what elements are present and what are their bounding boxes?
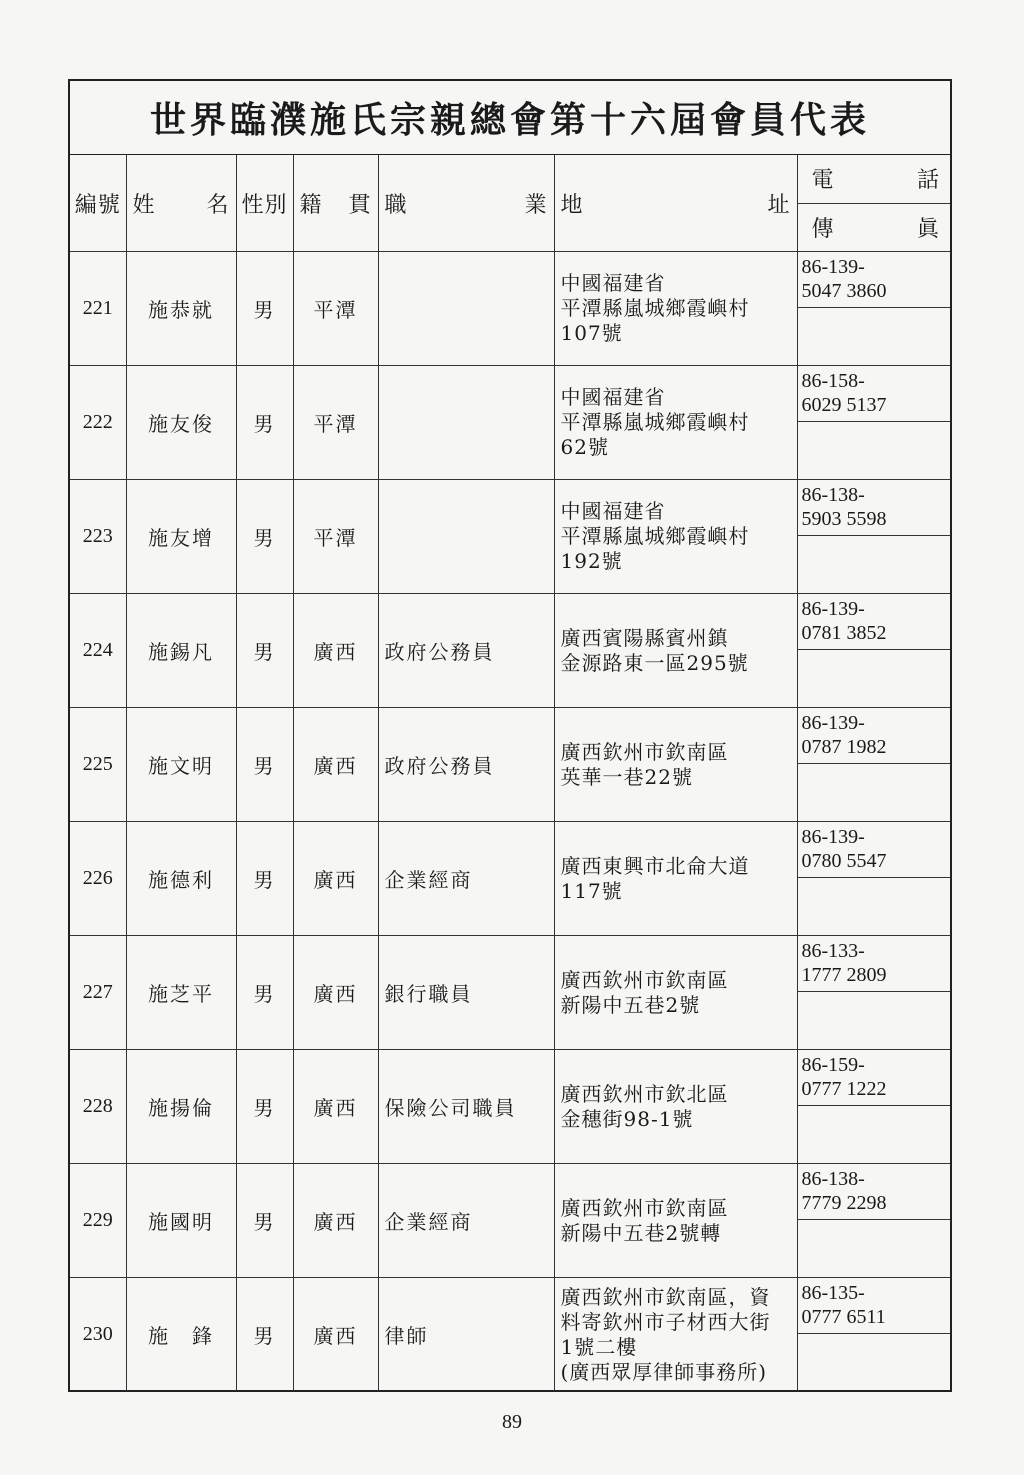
member-fax	[798, 992, 951, 1049]
member-occupation	[378, 366, 554, 480]
member-sex: 男	[236, 708, 293, 822]
member-address: 中國福建省 平潭縣嵐城鄉霞嶼村 192號	[554, 480, 797, 594]
member-address: 廣西欽州市欽南區，資 料寄欽州市子材西大街 1號二樓 (廣西眾厚律師事務所)	[554, 1278, 797, 1392]
member-phone: 86-139- 0787 1982	[798, 708, 951, 764]
member-fax	[798, 764, 951, 821]
header-num: 編號	[70, 155, 126, 252]
member-sex: 男	[236, 1050, 293, 1164]
table-row	[70, 594, 950, 708]
page-title: 世界臨濮施氏宗親總會第十六屆會員代表	[70, 81, 950, 155]
header-job: 職 業	[378, 155, 554, 252]
table-row	[70, 1278, 950, 1392]
header-fax: 傳 眞	[811, 216, 940, 242]
member-phone-fax	[797, 1050, 950, 1164]
member-sex: 男	[236, 252, 293, 366]
member-origin: 平潭	[293, 366, 378, 480]
member-origin: 平潭	[293, 252, 378, 366]
member-table	[70, 155, 950, 1391]
member-origin: 廣西	[293, 1050, 378, 1164]
table-row	[70, 822, 950, 936]
member-name: 施芝平	[126, 936, 236, 1050]
member-phone-fax	[797, 1164, 950, 1278]
member-number: 221	[70, 252, 126, 366]
member-name: 施文明	[126, 708, 236, 822]
member-number: 224	[70, 594, 126, 708]
table-row	[70, 252, 950, 366]
member-phone-fax	[797, 708, 950, 822]
member-phone-fax	[797, 1278, 950, 1392]
member-fax	[798, 422, 951, 479]
table-header	[70, 155, 950, 252]
member-address: 廣西欽州市欽北區 金穗街98-1號	[554, 1050, 797, 1164]
member-phone: 86-139- 0780 5547	[798, 822, 951, 878]
member-address: 廣西欽州市欽南區 英華一巷22號	[554, 708, 797, 822]
member-sex: 男	[236, 594, 293, 708]
member-phone: 86-158- 6029 5137	[798, 366, 951, 422]
member-origin: 廣西	[293, 1164, 378, 1278]
member-phone: 86-138- 5903 5598	[798, 480, 951, 536]
member-number: 229	[70, 1164, 126, 1278]
member-fax	[798, 536, 951, 593]
member-occupation: 政府公務員	[378, 708, 554, 822]
member-origin: 廣西	[293, 822, 378, 936]
member-phone-fax	[797, 936, 950, 1050]
member-name: 施錫凡	[126, 594, 236, 708]
table-row	[70, 1164, 950, 1278]
member-sex: 男	[236, 936, 293, 1050]
member-number: 230	[70, 1278, 126, 1392]
member-address: 廣西欽州市欽南區 新陽中五巷2號轉	[554, 1164, 797, 1278]
member-phone: 86-139- 0781 3852	[798, 594, 951, 650]
table-row	[70, 708, 950, 822]
member-phone-fax	[797, 366, 950, 480]
member-occupation: 企業經商	[378, 822, 554, 936]
member-name: 施恭就	[126, 252, 236, 366]
member-occupation: 律師	[378, 1278, 554, 1392]
header-name: 姓 名	[126, 155, 236, 252]
member-occupation	[378, 252, 554, 366]
member-name: 施友增	[126, 480, 236, 594]
table-row	[70, 366, 950, 480]
table-row	[70, 936, 950, 1050]
member-address: 廣西東興市北侖大道 117號	[554, 822, 797, 936]
member-address: 中國福建省 平潭縣嵐城鄉霞嶼村 62號	[554, 366, 797, 480]
member-number: 226	[70, 822, 126, 936]
member-number: 228	[70, 1050, 126, 1164]
member-phone: 86-138- 7779 2298	[798, 1164, 951, 1220]
member-occupation: 政府公務員	[378, 594, 554, 708]
member-occupation: 保險公司職員	[378, 1050, 554, 1164]
member-origin: 平潭	[293, 480, 378, 594]
member-phone-fax	[797, 822, 950, 936]
member-number: 227	[70, 936, 126, 1050]
member-name: 施揚倫	[126, 1050, 236, 1164]
member-phone-fax	[797, 252, 950, 366]
member-phone: 86-159- 0777 1222	[798, 1050, 951, 1106]
table-row	[70, 480, 950, 594]
member-fax	[798, 650, 951, 707]
member-sex: 男	[236, 1164, 293, 1278]
member-address: 中國福建省 平潭縣嵐城鄉霞嶼村 107號	[554, 252, 797, 366]
table-row	[70, 1050, 950, 1164]
member-sex: 男	[236, 366, 293, 480]
member-fax	[798, 1334, 951, 1391]
member-name: 施國明	[126, 1164, 236, 1278]
member-occupation	[378, 480, 554, 594]
member-phone: 86-135- 0777 6511	[798, 1278, 951, 1334]
member-fax	[798, 1220, 951, 1277]
member-phone-fax	[797, 594, 950, 708]
member-number: 222	[70, 366, 126, 480]
member-origin: 廣西	[293, 936, 378, 1050]
member-sex: 男	[236, 822, 293, 936]
roster-frame	[68, 79, 952, 1392]
header-address: 地 址	[554, 155, 797, 252]
member-number: 223	[70, 480, 126, 594]
member-origin: 廣西	[293, 1278, 378, 1392]
page-number: 89	[502, 1411, 522, 1433]
member-occupation: 企業經商	[378, 1164, 554, 1278]
member-name: 施友俊	[126, 366, 236, 480]
member-occupation: 銀行職員	[378, 936, 554, 1050]
member-address: 廣西欽州市欽南區 新陽中五巷2號	[554, 936, 797, 1050]
member-fax	[798, 878, 951, 935]
member-name: 施德利	[126, 822, 236, 936]
header-phone-fax	[797, 155, 950, 252]
header-origin: 籍 貫	[293, 155, 378, 252]
member-phone: 86-133- 1777 2809	[798, 936, 951, 992]
member-fax	[798, 1106, 951, 1163]
member-phone: 86-139- 5047 3860	[798, 252, 951, 308]
member-number: 225	[70, 708, 126, 822]
member-name: 施 鋒	[126, 1278, 236, 1392]
header-phone: 電 話	[798, 155, 951, 204]
member-address: 廣西賓陽縣賓州鎮 金源路東一區295號	[554, 594, 797, 708]
member-sex: 男	[236, 1278, 293, 1392]
member-fax	[798, 308, 951, 365]
member-origin: 廣西	[293, 708, 378, 822]
member-phone-fax	[797, 480, 950, 594]
member-sex: 男	[236, 480, 293, 594]
header-sex: 性別	[236, 155, 293, 252]
member-origin: 廣西	[293, 594, 378, 708]
